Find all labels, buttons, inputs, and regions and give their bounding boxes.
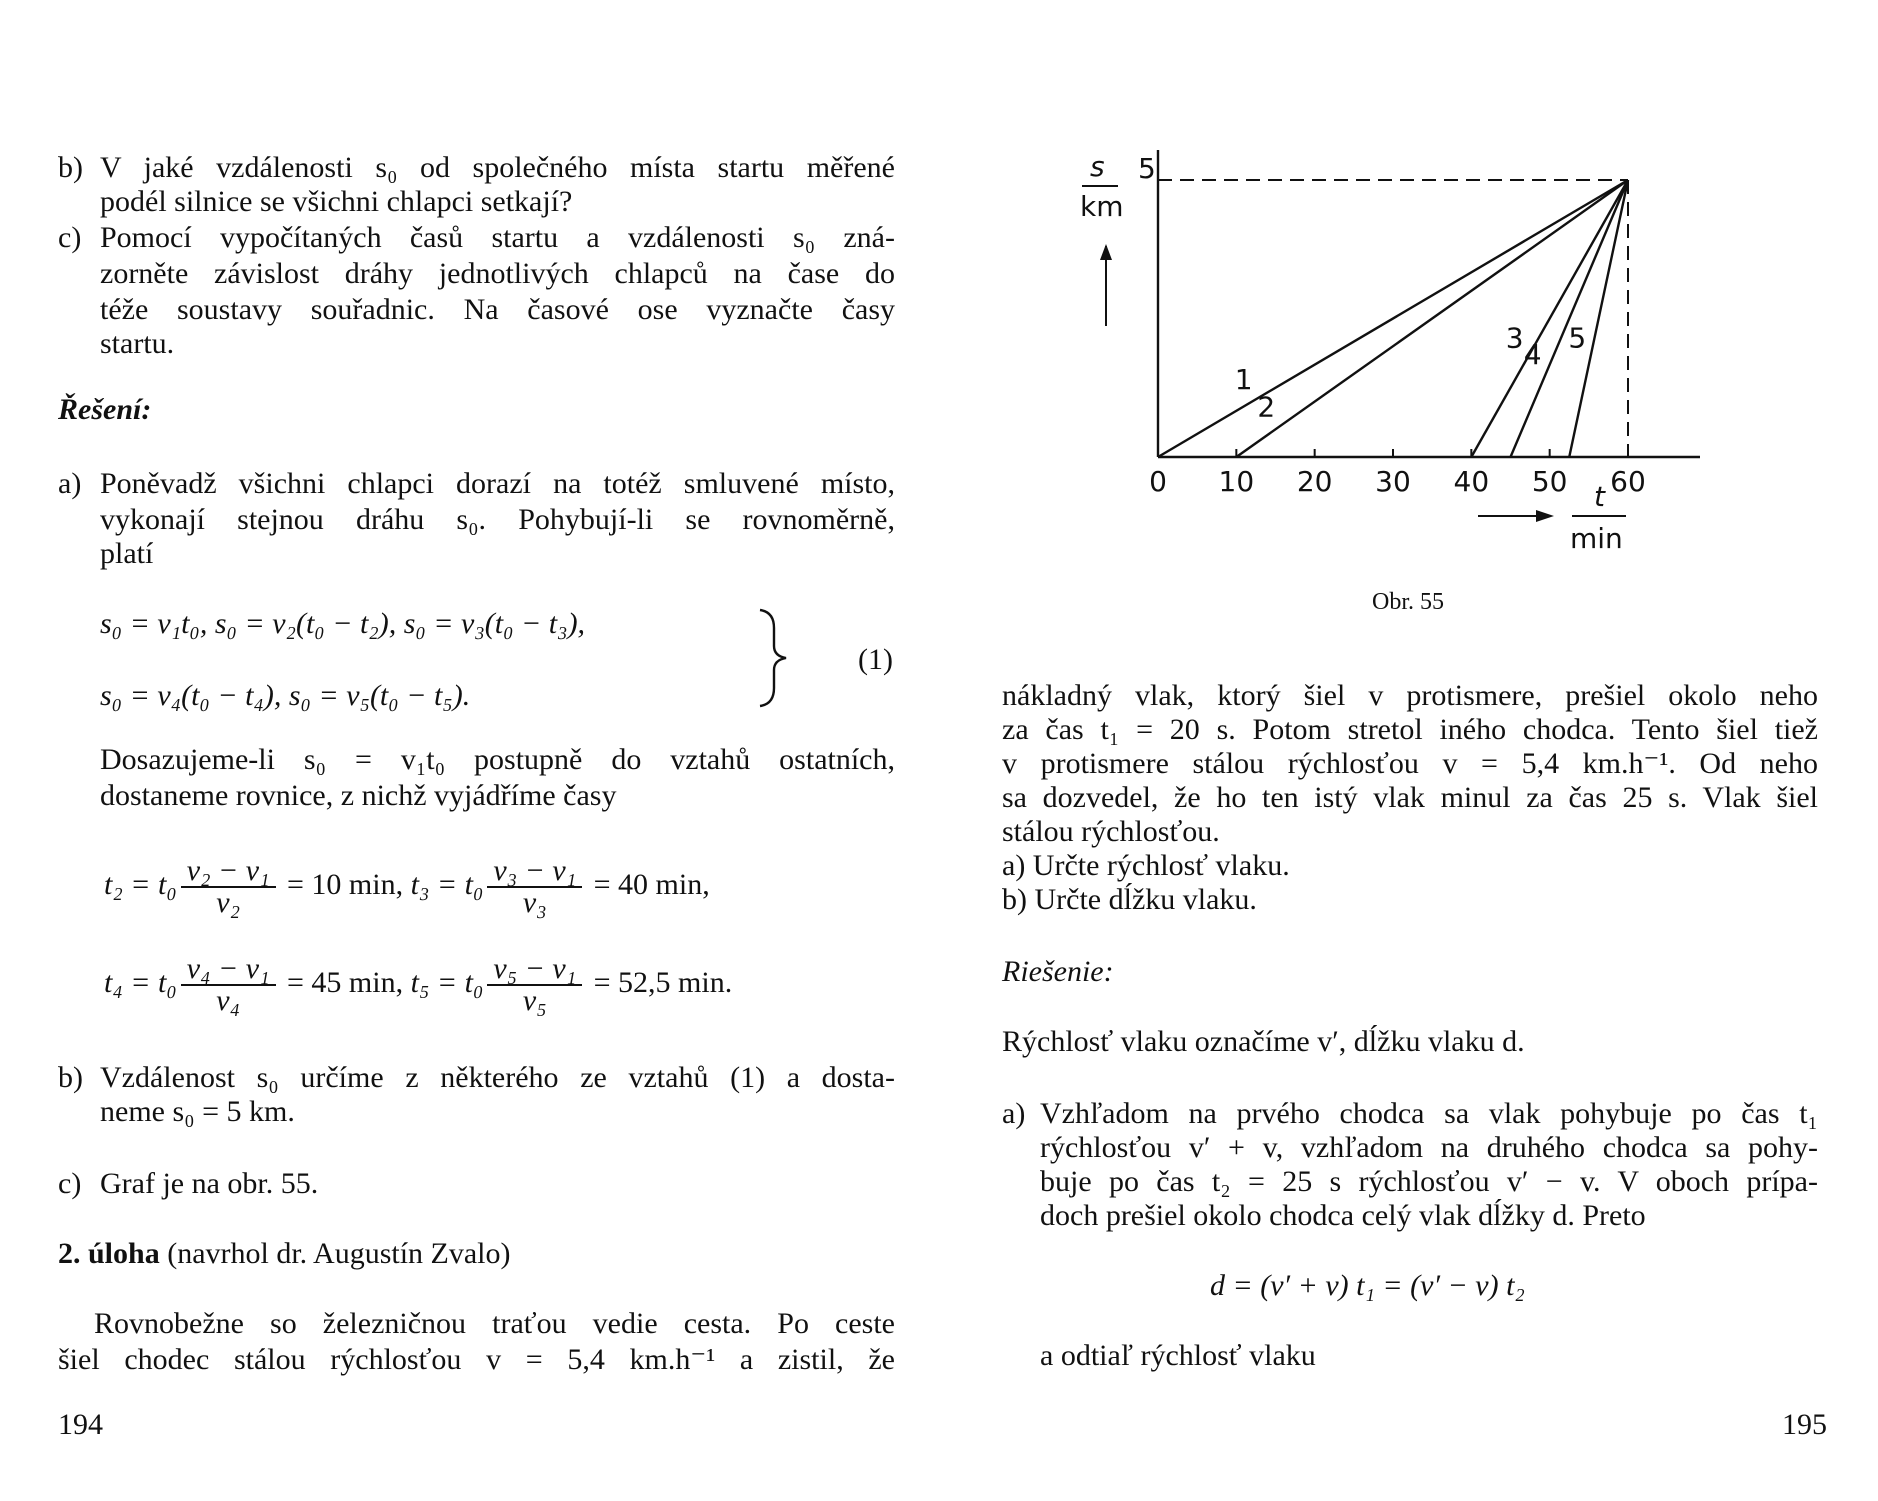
t2-lhs: t₂ = t₀ — [104, 867, 177, 901]
y-label-bottom: km — [1080, 190, 1124, 223]
series-label-2: 2 — [1257, 390, 1276, 424]
series-group — [1158, 180, 1628, 457]
x-tick-label: 0 — [1149, 465, 1167, 498]
odtial-line: a odtiaľ rýchlosť vlaku — [1040, 1339, 1316, 1372]
series-line-3 — [1471, 180, 1628, 457]
right-a-line-2: rýchlosťou v′ + v, vzhľadom na druhého chodca sa pohy- — [1040, 1131, 1818, 1164]
a-line-2: vykonají stejnou dráhu s₀. Pohybují-li se rovnoměrně, — [100, 503, 895, 536]
c-line-1: Pomocí vypočítaných časů startu a vzdálenosti s₀ zná- — [100, 221, 895, 254]
figure-55-chart — [1070, 150, 1730, 570]
t5-fraction — [487, 954, 582, 1016]
figure-caption: Obr. 55 — [1372, 589, 1444, 615]
p1-line-2: za čas t₁ = 20 s. Potom stretol iného chodca. Tento šiel tiež — [1002, 713, 1818, 746]
x-tick-label: 60 — [1610, 465, 1646, 498]
a-line-1: Poněvadž všichni chlapci dorazí na totéž smluvené místo, — [100, 467, 895, 500]
right-a-line-4: doch prešiel okolo chodca celý vlak dĺžky d. Preto — [1040, 1199, 1646, 1232]
c-label: c) — [58, 221, 82, 254]
x-label-top: t — [1594, 480, 1605, 513]
c-line-3: téže soustavy souřadnic. Na časové ose vyznačte časy — [100, 293, 895, 326]
p1-line-5: stálou rýchlosťou. — [1002, 815, 1220, 848]
uloha-number: 2. úloha — [58, 1237, 160, 1270]
page-number-left: 194 — [58, 1408, 103, 1441]
c-line-4: startu. — [100, 327, 175, 360]
b2-line-2: neme s₀ = 5 km. — [100, 1095, 295, 1128]
b-label: b) — [58, 151, 83, 184]
x-label-bottom: min — [1570, 522, 1623, 555]
x-tick-label: 20 — [1296, 465, 1333, 498]
uloha-author: (navrhol dr. Augustín Zvalo) — [167, 1237, 511, 1270]
t2-t3-formula — [104, 856, 710, 918]
rovnobezne-line-2: šiel chodec stálou rýchlosťou v = 5,4 km.h⁻¹ a zistil, že — [58, 1343, 895, 1376]
series-label-3: 3 — [1505, 321, 1524, 355]
right-page — [950, 0, 1878, 1501]
t2-fraction — [181, 856, 276, 918]
t4-fraction — [181, 954, 276, 1016]
y-arrow-head — [1100, 244, 1112, 260]
x-tick-label: 40 — [1453, 465, 1490, 498]
x-tick-label: 50 — [1531, 465, 1568, 498]
p1-line-1: nákladný vlak, ktorý šiel v protismere, prešiel okolo neho — [1002, 679, 1818, 712]
riesenie-heading: Riešenie: — [1002, 955, 1114, 988]
a-line-3: platí — [100, 537, 154, 570]
rovnobezne-line-1: Rovnobežne so železničnou traťou vedie cesta. Po ceste — [94, 1307, 895, 1340]
t2-denominator: v₂ — [216, 886, 241, 919]
c-line-2: zorněte závislost dráhy jednotlivých chlapců na čase do — [100, 257, 895, 290]
question-b: b) Určte dĺžku vlaku. — [1002, 883, 1257, 916]
t3-fraction — [487, 856, 582, 918]
b2-line-1: Vzdálenost s₀ určíme z některého ze vztahů (1) a dosta- — [100, 1061, 895, 1094]
b-line-2: podél silnice se všichni chlapci setkají? — [100, 185, 573, 218]
series-label-4: 4 — [1523, 337, 1542, 371]
t2-value: = 10 min, — [287, 867, 404, 901]
dosazujeme-line-2: dostaneme rovnice, z nichž vyjádříme časy — [100, 779, 617, 812]
page-number-right: 195 — [1782, 1408, 1827, 1441]
t3-numerator: v₃ − v₁ — [487, 856, 582, 888]
x-tick-label: 30 — [1375, 465, 1411, 498]
rychlost-line: Rýchlosť vlaku označíme v′, dĺžku vlaku d. — [1002, 1025, 1525, 1058]
question-a: a) Určte rýchlosť vlaku. — [1002, 849, 1290, 882]
uloha-heading — [58, 1236, 511, 1272]
x-arrow-head — [1536, 510, 1554, 522]
p1-line-4: sa dozvedel, že ho ten istý vlak minul za čas 25 s. Vlak šiel — [1002, 781, 1818, 814]
b2-label: b) — [58, 1061, 83, 1094]
t4-numerator: v₄ − v₁ — [181, 954, 276, 986]
p1-line-3: v protismere stálou rýchlosťou v = 5,4 km.h⁻¹. Od neho — [1002, 747, 1818, 780]
equation-1-line-2: s₀ = v₄(t₀ − t₄), s₀ = v₅(t₀ − t₅). — [100, 679, 471, 712]
t4-denominator: v₄ — [216, 984, 241, 1017]
t3-denominator: v₃ — [522, 886, 547, 919]
equation-d: d = (v′ + v) t₁ = (v′ − v) t₂ — [1210, 1269, 1525, 1302]
c2-line-1: Graf je na obr. 55. — [100, 1167, 319, 1200]
t5-denominator: v₅ — [522, 984, 547, 1017]
c2-label: c) — [58, 1167, 82, 1200]
right-a-label: a) — [1002, 1097, 1026, 1130]
y-label-top: s — [1090, 150, 1105, 183]
series-label-1: 1 — [1234, 362, 1253, 396]
t4-t5-formula — [104, 954, 732, 1016]
right-a-line-1: Vzhľadom na prvého chodca sa vlak pohybuje po čas t₁ — [1040, 1097, 1818, 1130]
equation-number: (1) — [858, 643, 893, 676]
t4-value: = 45 min, — [287, 965, 404, 999]
series-label-5: 5 — [1568, 321, 1587, 355]
left-page — [0, 0, 930, 1501]
series-line-1 — [1158, 180, 1628, 457]
t5-value: = 52,5 min. — [593, 965, 733, 999]
dosazujeme-line-1: Dosazujeme-li s₀ = v₁t₀ postupně do vztahů ostatních, — [100, 743, 895, 776]
series-line-5 — [1569, 180, 1628, 457]
t5-numerator: v₅ − v₁ — [487, 954, 582, 986]
reseni-heading: Řešení: — [58, 393, 152, 426]
t2-numerator: v₂ − v₁ — [181, 856, 276, 888]
t3-value: = 40 min, — [593, 867, 710, 901]
t5-lhs: t₅ = t₀ — [410, 965, 484, 999]
t3-lhs: t₃ = t₀ — [410, 867, 484, 901]
t4-lhs: t₄ = t₀ — [104, 965, 177, 999]
b-line-1: V jaké vzdálenosti s₀ od společného místa startu měřené — [100, 151, 895, 184]
y-max-label: 5 — [1138, 152, 1156, 185]
equation-brace — [752, 608, 792, 708]
x-tick-label: 10 — [1218, 465, 1255, 498]
equation-1-line-1: s₀ = v₁t₀, s₀ = v₂(t₀ − t₂), s₀ = v₃(t₀ − t₃), — [100, 607, 586, 640]
right-a-line-3: buje po čas t₂ = 25 s rýchlosťou v′ − v. V oboch prípa- — [1040, 1165, 1818, 1198]
a-label: a) — [58, 467, 82, 500]
